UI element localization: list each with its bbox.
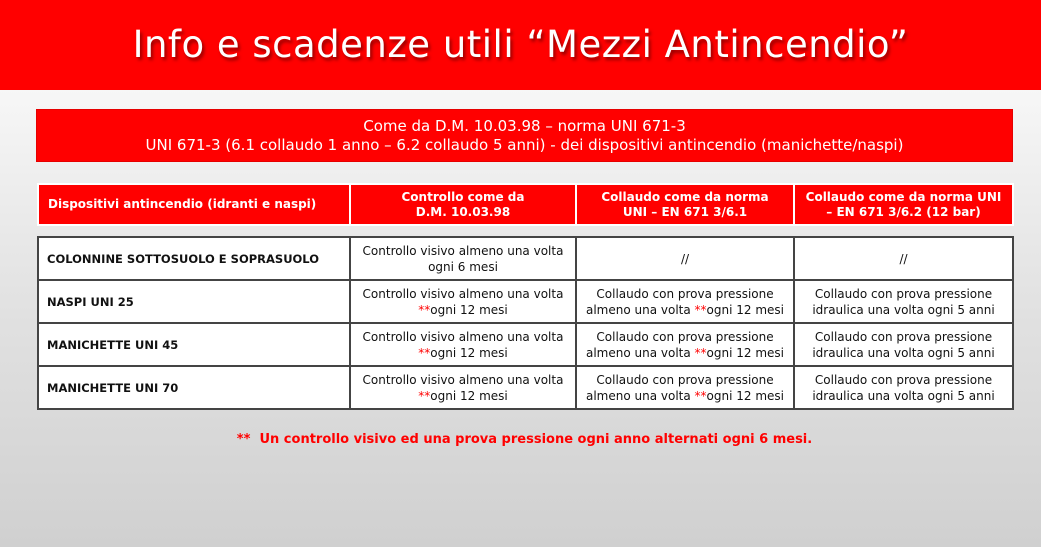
header-collaudo-5 [794,184,1013,225]
collaudo-1-line-1: Collaudo con prova pressione [596,372,774,387]
collaudo-1-line-2 [583,345,787,361]
controllo-line-1: Controllo visivo almeno una volta [362,286,564,301]
collaudo-1-frequency: ogni 12 mesi [706,345,785,360]
collaudo-5-cell [794,323,1013,366]
collaudo-5-cell [794,366,1013,409]
table-row [38,323,1013,366]
controllo-line-2 [357,259,569,275]
collaudo-5-value: // [899,251,908,266]
header-collaudo-1 [576,184,794,225]
header-collaudo-1-line-2: UNI – EN 671 3/6.1 [622,204,748,219]
controllo-line-1: Controllo visivo almeno una volta [362,243,564,258]
collaudo-1-cell [576,280,794,323]
asterisk-mark: ** [418,345,431,360]
controllo-line-2 [357,302,569,318]
collaudo-1-line-1: Collaudo con prova pressione [596,286,774,301]
header-controllo-line-1: Controllo come da [401,189,525,204]
collaudo-1-prefix: almeno una volta [585,388,695,403]
asterisk-mark: ** [694,302,707,317]
device-name: MANICHETTE UNI 45 [38,323,350,366]
header-collaudo-5-line-1: Collaudo come da norma UNI [805,189,1002,204]
devices-table [37,236,1014,410]
controllo-frequency: ogni 6 mesi [428,259,498,274]
footnote-text: Un controllo visivo ed una prova pressione ogni anno alternati ogni 6 mesi. [259,432,813,447]
device-name: NASPI UNI 25 [38,280,350,323]
collaudo-1-frequency: ogni 12 mesi [706,302,785,317]
controllo-cell [350,280,576,323]
collaudo-1-line-2 [583,388,787,404]
asterisk-mark: ** [418,302,431,317]
device-name: MANICHETTE UNI 70 [38,366,350,409]
collaudo-1-line-2 [583,302,787,318]
header-controllo [350,184,576,225]
norm-subheader [37,110,1012,161]
controllo-cell [350,323,576,366]
collaudo-1-frequency: ogni 12 mesi [706,388,785,403]
controllo-frequency: ogni 12 mesi [430,345,508,360]
controllo-cell [350,366,576,409]
controllo-frequency: ogni 12 mesi [430,302,508,317]
subheader-line-2: UNI 671-3 (6.1 collaudo 1 anno – 6.2 collaudo 5 anni) - dei dispositivi antincendio (manichette/naspi) [145,135,904,154]
header-controllo-line-2: D.M. 10.03.98 [415,204,511,219]
collaudo-1-cell [576,237,794,280]
controllo-frequency: ogni 12 mesi [430,388,508,403]
collaudo-5-cell [794,237,1013,280]
table-header [37,183,1014,226]
collaudo-1-cell [576,366,794,409]
collaudo-5-line-2: idraulica una volta ogni 5 anni [812,302,995,317]
controllo-line-1: Controllo visivo almeno una volta [362,329,564,344]
subheader-line-1: Come da D.M. 10.03.98 – norma UNI 671-3 [363,116,686,135]
collaudo-5-line-2: idraulica una volta ogni 5 anni [812,388,995,403]
asterisk-mark: ** [694,345,707,360]
collaudo-1-cell [576,323,794,366]
collaudo-1-prefix: almeno una volta [585,345,695,360]
header-device-label: Dispositivi antincendio (idranti e naspi) [48,197,317,211]
header-collaudo-5-line-2: – EN 671 3/6.2 (12 bar) [826,204,981,219]
controllo-line-1: Controllo visivo almeno una volta [362,372,564,387]
controllo-cell [350,237,576,280]
collaudo-1-prefix: almeno una volta [585,302,695,317]
asterisk-mark: ** [418,388,431,403]
header-collaudo-1-line-1: Collaudo come da norma [601,189,769,204]
collaudo-5-line-1: Collaudo con prova pressione [814,329,993,344]
table-row [38,237,1013,280]
controllo-line-2 [357,345,569,361]
device-name: COLONNINE SOTTOSUOLO E SOPRASUOLO [38,237,350,280]
footnote [37,432,1012,447]
table-row [38,366,1013,409]
footnote-mark: ** [236,432,251,447]
collaudo-1-value: // [680,251,690,266]
page-title: Info e scadenze utili “Mezzi Antincendio” [132,22,909,66]
asterisk-mark: ** [694,388,707,403]
collaudo-5-line-1: Collaudo con prova pressione [814,372,993,387]
table-row [38,280,1013,323]
collaudo-5-line-1: Collaudo con prova pressione [814,286,993,301]
collaudo-5-cell [794,280,1013,323]
controllo-line-2 [357,388,569,404]
collaudo-1-line-1: Collaudo con prova pressione [596,329,774,344]
collaudo-5-line-2: idraulica una volta ogni 5 anni [812,345,995,360]
header-device [38,184,350,225]
title-banner [0,0,1041,90]
